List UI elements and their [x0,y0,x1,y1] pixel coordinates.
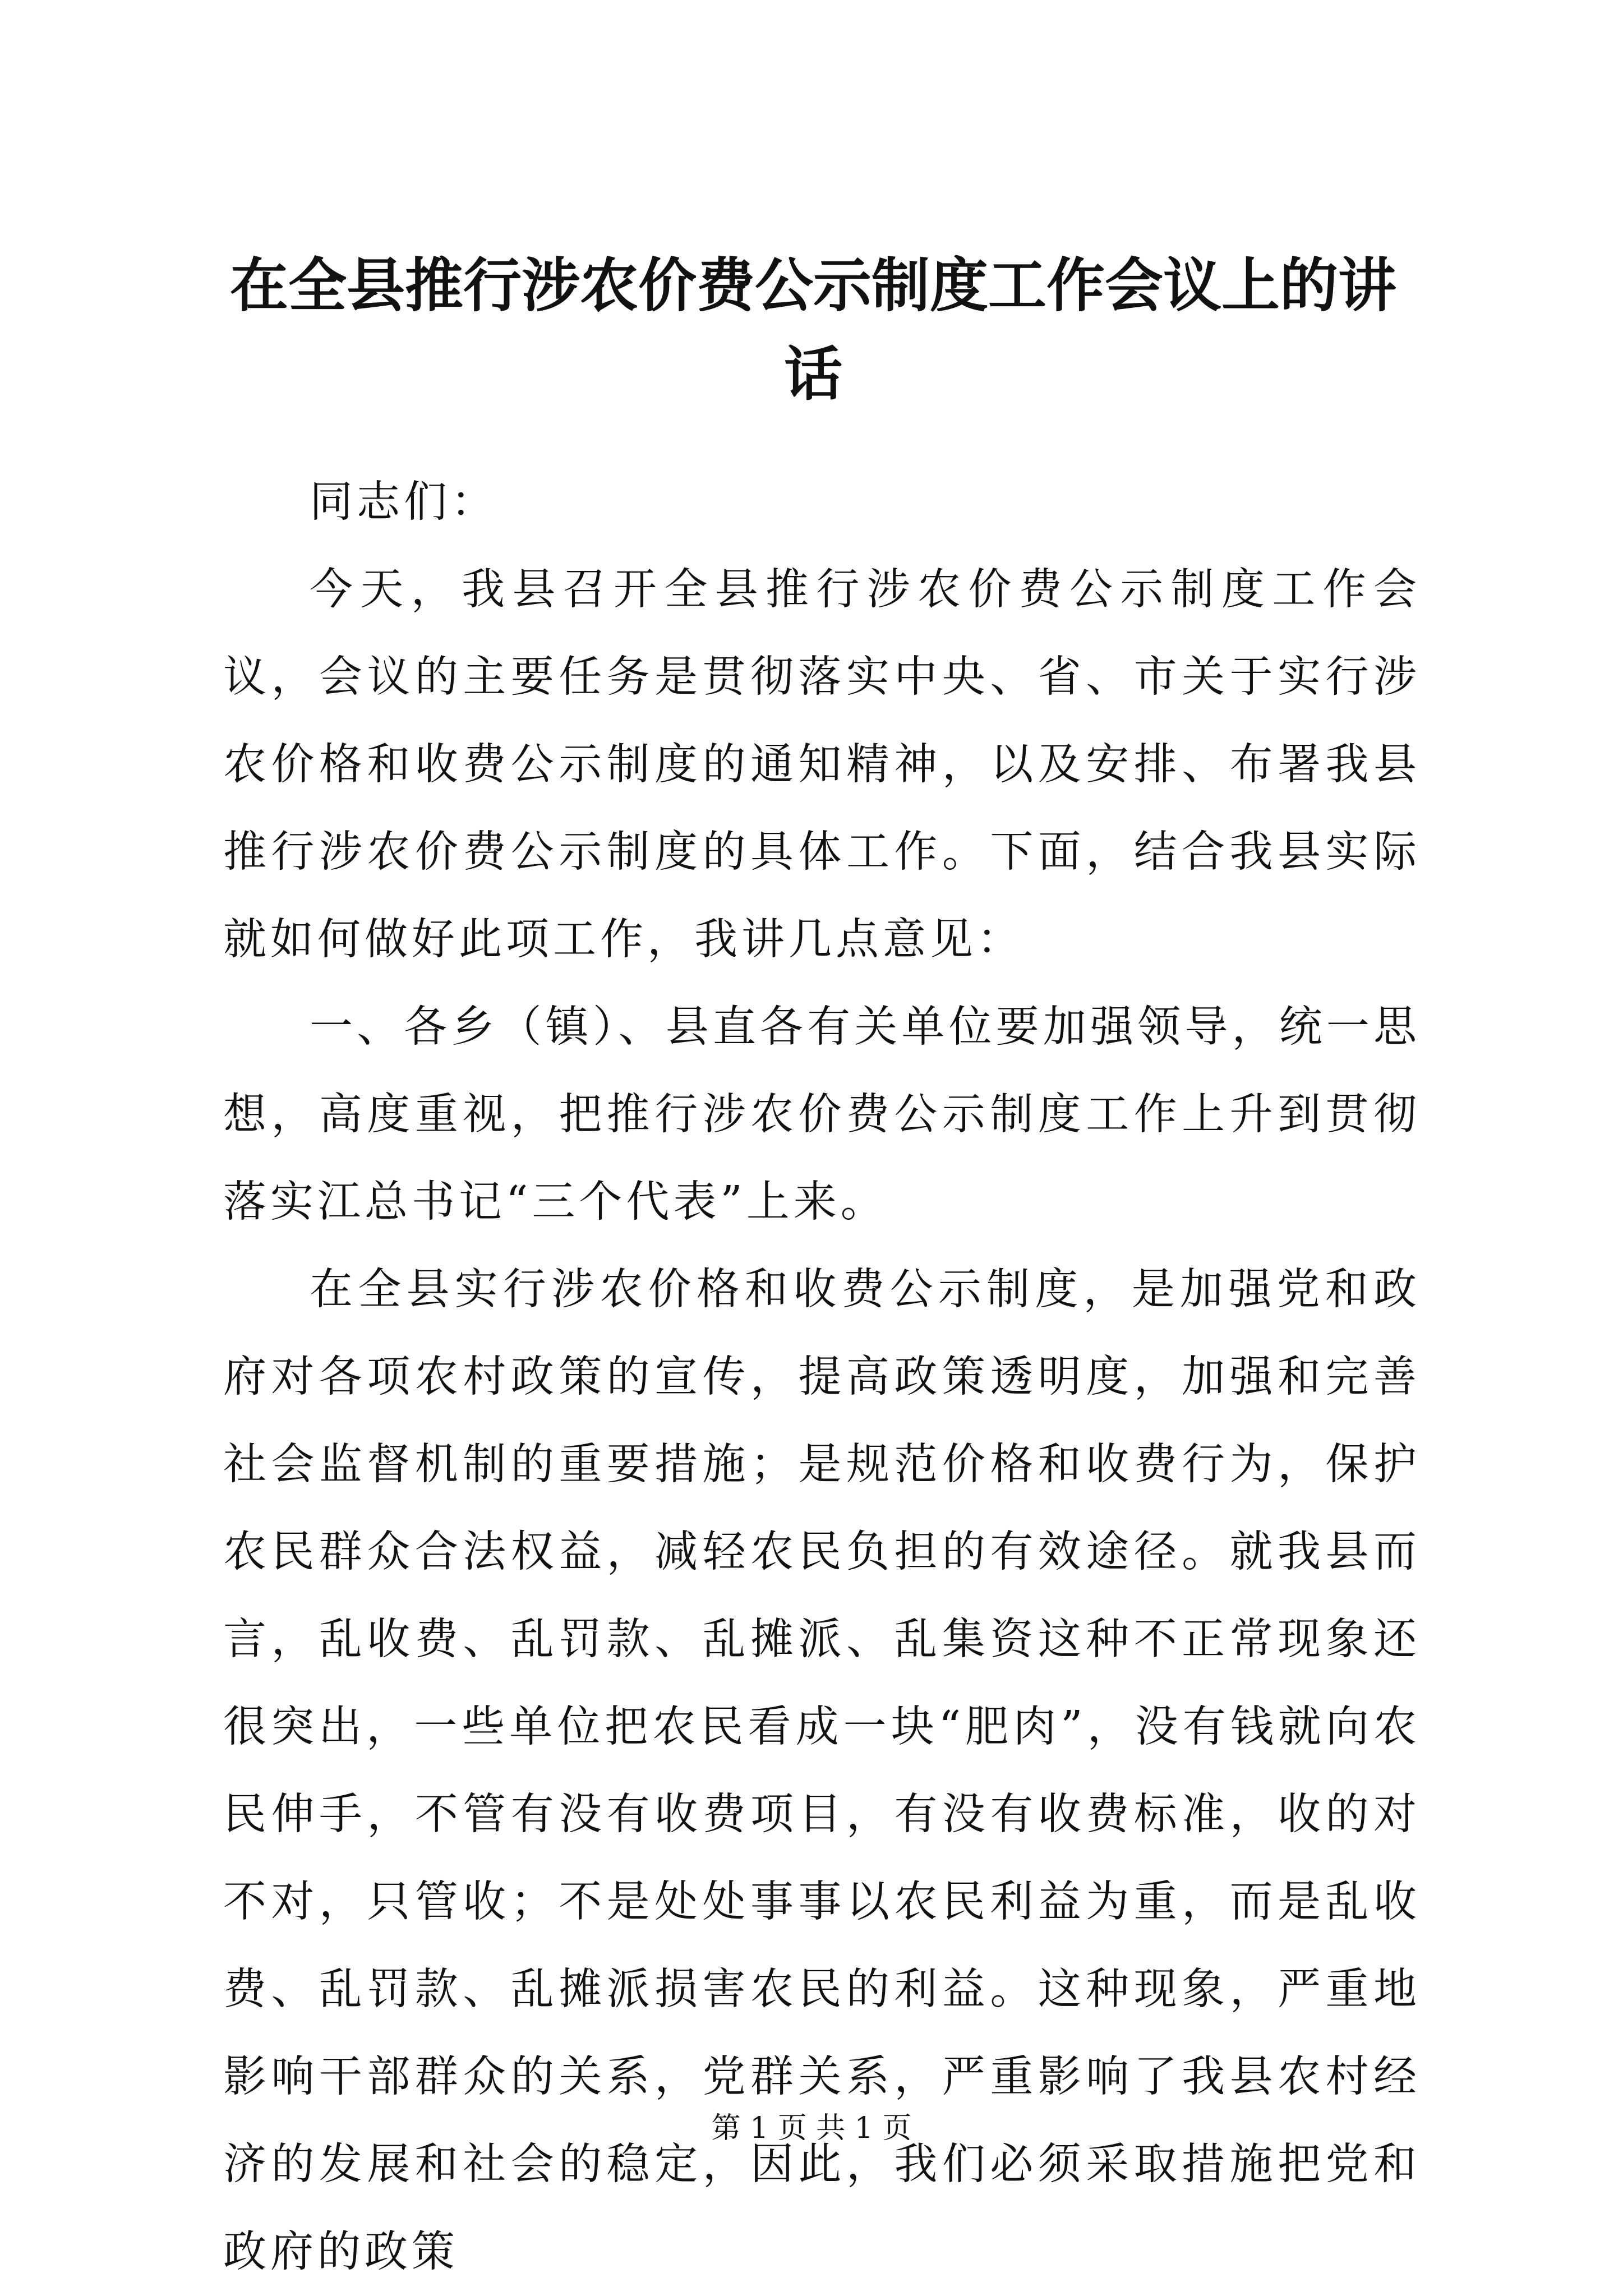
salutation-paragraph: 同志们： [310,477,498,527]
intro-paragraph: 今天，我县召开全县推行涉农价费公示制度工作会议，会议的主要任务是贯彻落实中央、省、市关于实行涉农价格和收费公示制度的通知精神，以及安排、布署我县推行涉农价费公示制度的具体工作。下面，结合我县实际就如何做好此项工作，我讲几点意见： [223,565,1421,965]
document-body [223,459,1421,2296]
page-footer: 第 1 页 共 1 页 [711,2111,912,2145]
document-title: 在全县推行涉农价费公示制度工作会议上的讲话 [229,251,1396,408]
section-one-heading-paragraph: 一、各乡（镇）、县直各有关单位要加强领导，统一思想，高度重视，把推行涉农价费公示制度工作上升到贯彻落实江总书记“三个代表”上来。 [223,1002,1421,1227]
body-paragraph: 在全县实行涉农价格和收费公示制度，是加强党和政府对各项农村政策的宣传，提高政策透明度，加强和完善社会监督机制的重要措施；是规范价格和收费行为，保护农民群众合法权益，减轻农民负担的有效途径。就我县而言，乱收费、乱罚款、乱摊派、乱集资这种不正常现象还很突出，一些单位把农民看成一块“肥肉”，没有钱就向农民伸手，不管有没有收费项目，有没有收费标准，收的对不对，只管收；不是处处事事以农民利益为重，而是乱收费、乱罚款、乱摊派损害农民的利益。这种现象，严重地影响干部群众的关系，党群关系，严重影响了我县农村经济的发展和社会的稳定，因此，我们必须采取措施把党和政府的政策 [223,1265,1421,2277]
